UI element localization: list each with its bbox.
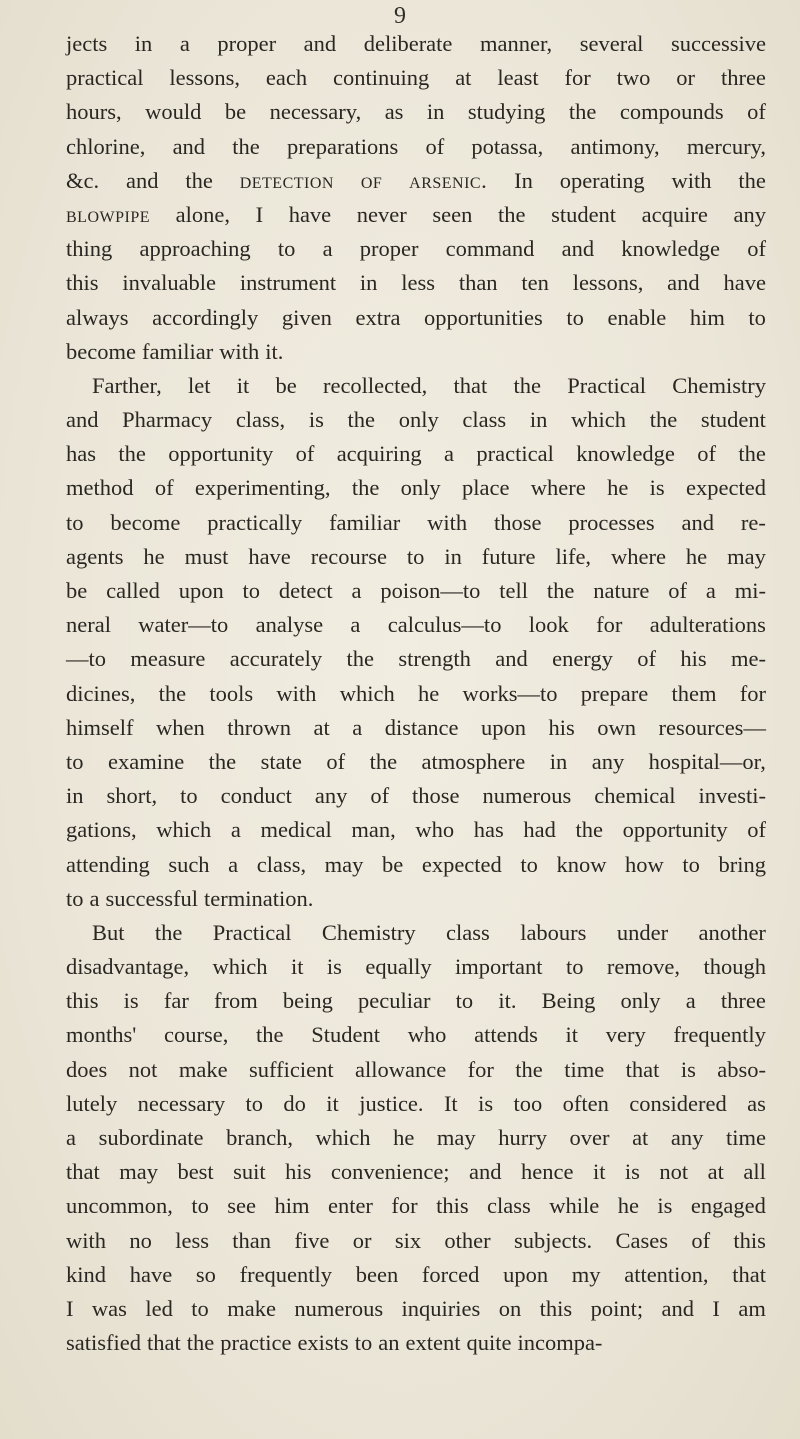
text-line: agents he must have recourse to in future life, where he may (66, 543, 766, 569)
text-line: this is far from being peculiar to it. Being only a three (66, 988, 766, 1014)
text-line: blowpipe alone, I have never seen the student acquire any (66, 201, 766, 227)
page-number: 9 (394, 3, 406, 29)
text-line: to examine the state of the atmosphere in any hospital—or, (66, 748, 766, 774)
body-text (66, 27, 766, 1360)
text-line: with no less than five or six other subjects. Cases of this (66, 1227, 766, 1253)
text-line: gations, which a medical man, who has had the opportunity of (66, 817, 766, 843)
text-line: jects in a proper and deliberate manner, several successive (66, 31, 766, 56)
text-line: kind have so frequently been forced upon my attention, that (66, 1261, 766, 1287)
text-line: to become practically familiar with those processes and re- (66, 509, 766, 535)
text-line: Farther, let it be recollected, that the Practical Chemistry (92, 372, 766, 398)
text-line: method of experimenting, the only place where he is expected (66, 475, 766, 501)
text-line: thing approaching to a proper command and knowledge of (66, 236, 766, 262)
text-line: does not make sufficient allowance for the time that is abso- (66, 1056, 766, 1082)
text-line: that may best suit his convenience; and hence it is not at all (66, 1159, 766, 1185)
text-line: months' course, the Student who attends it very frequently (66, 1022, 766, 1048)
text-line: hours, would be necessary, as in studying the compounds of (66, 99, 766, 125)
text-line: has the opportunity of acquiring a practical knowledge of the (66, 441, 766, 467)
text-line: lutely necessary to do it justice. It is too often considered as (66, 1090, 766, 1116)
text-line: become familiar with it. (66, 338, 284, 364)
text-line: a subordinate branch, which he may hurry over at any time (66, 1125, 766, 1150)
text-line: —to measure accurately the strength and energy of his me- (66, 646, 766, 672)
text-line: practical lessons, each continuing at least for two or three (66, 65, 766, 91)
text-line: in short, to conduct any of those numerous chemical investi- (66, 783, 766, 809)
text-line: disadvantage, which it is equally important to remove, though (66, 954, 766, 980)
text-line: &c. and the detection of arsenic. In operating with the (66, 167, 766, 193)
text-line: always accordingly given extra opportunities to enable him to (66, 304, 766, 330)
text-line: neral water—to analyse a calculus—to look for adulterations (66, 612, 766, 638)
text-line: this invaluable instrument in less than ten lessons, and have (66, 270, 766, 296)
text-line: himself when thrown at a distance upon his own resources— (66, 714, 766, 740)
text-line: to a successful termination. (66, 885, 314, 911)
text-line: I was led to make numerous inquiries on this point; and I am (66, 1295, 766, 1321)
text-line: be called upon to detect a poison—to tell the nature of a mi- (66, 578, 766, 603)
text-line: chlorine, and the preparations of potassa, antimony, mercury, (66, 133, 766, 159)
text-line: But the Practical Chemistry class labours under another (92, 919, 766, 945)
text-line: attending such a class, may be expected to know how to bring (66, 851, 766, 877)
text-line: satisfied that the practice exists to an extent quite incompa- (66, 1330, 603, 1356)
text-line: uncommon, to see him enter for this class while he is engaged (66, 1193, 766, 1219)
text-line: dicines, the tools with which he works—to prepare them for (66, 680, 766, 706)
text-line: and Pharmacy class, is the only class in which the student (66, 407, 766, 433)
